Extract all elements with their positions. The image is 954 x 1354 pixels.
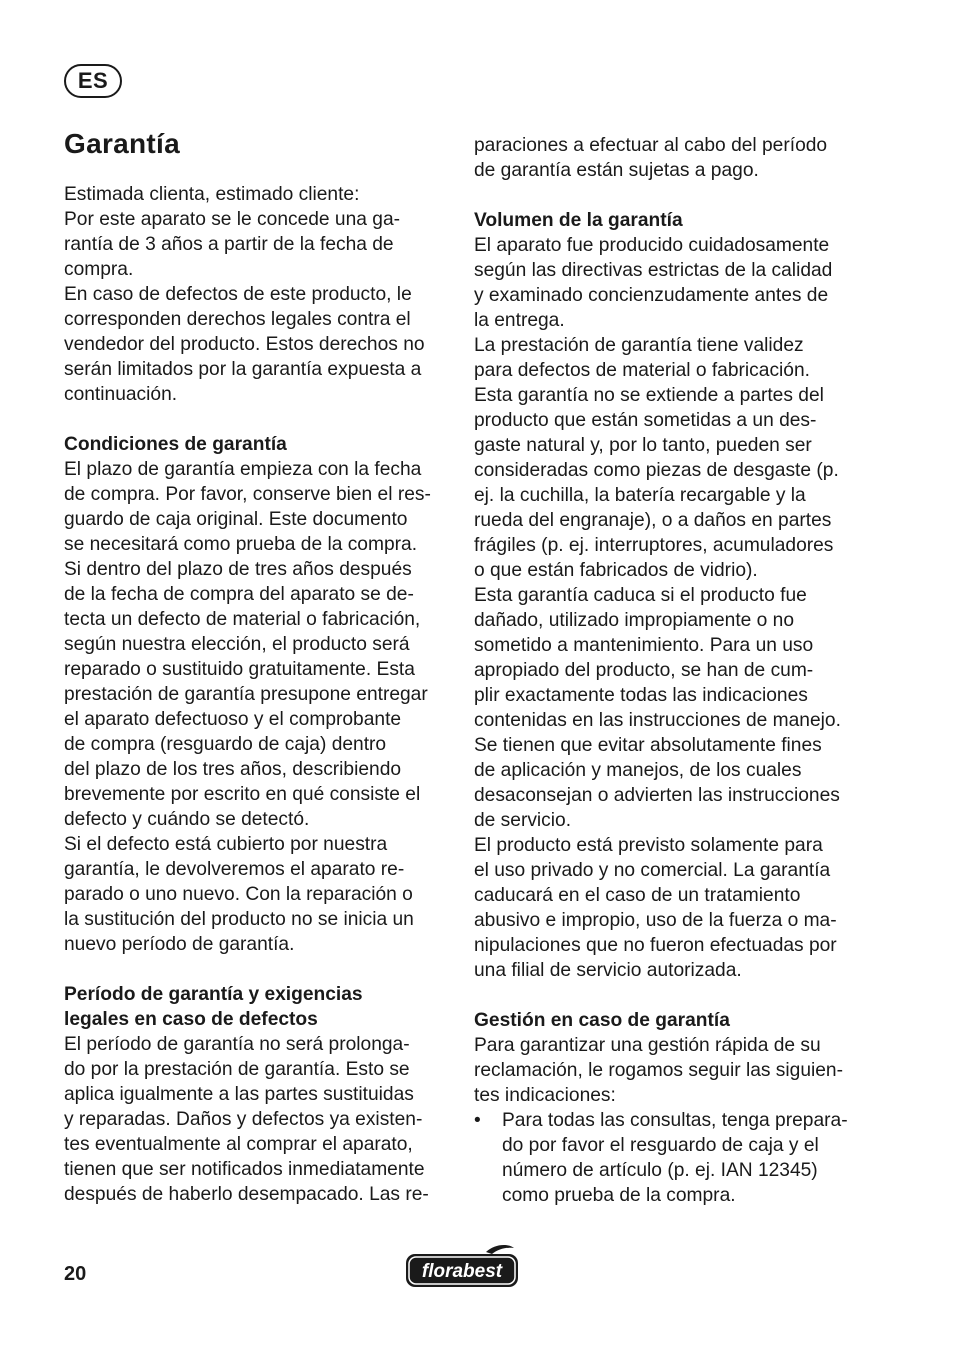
section-heading-period: Período de garantía y exigencias — [64, 984, 363, 1005]
section-heading-handling: Gestión en caso de garantía — [474, 1010, 730, 1031]
section-heading-period-2: legales en caso de defectos — [64, 1009, 318, 1030]
text-line: tes indicaciones: — [474, 1085, 616, 1106]
text-line: de servicio. — [474, 810, 572, 831]
text-line: como prueba de la compra. — [502, 1185, 736, 1206]
text-line: frágiles (p. ej. interruptores, acumuladores — [474, 535, 834, 556]
conditions-section — [64, 432, 456, 957]
text-line: aplica igualmente a las partes sustituidas — [64, 1084, 414, 1105]
handling-section — [474, 1008, 866, 1208]
text-line: y examinado concienzudamente antes de — [474, 285, 829, 306]
text-line: do por la prestación de garantía. Esto se — [64, 1059, 410, 1080]
text-line: tienen que ser notificados inmediatamente — [64, 1159, 425, 1180]
text-line: rueda del engranaje), o a daños en partes — [474, 510, 832, 531]
text-line: rantía de 3 años a partir de la fecha de — [64, 234, 394, 255]
scope-section — [474, 208, 866, 983]
text-line: Para todas las consultas, tenga prepara- — [502, 1110, 848, 1131]
period-section — [64, 982, 456, 1207]
text-line: Esta garantía no se extiende a partes del — [474, 385, 824, 406]
text-line: la sustitución del producto no se inicia un — [64, 909, 414, 930]
text-line: ej. la cuchilla, la batería recargable y la — [474, 485, 806, 506]
text-line: de compra (resguardo de caja) dentro — [64, 734, 387, 755]
text-line: la entrega. — [474, 310, 565, 331]
text-line: se necesitará como prueba de la compra. — [64, 534, 418, 555]
text-line: Estimada clienta, estimado cliente: — [64, 184, 360, 205]
text-line: El período de garantía no será prolonga- — [64, 1034, 410, 1055]
text-line: vendedor del producto. Estos derechos no — [64, 334, 425, 355]
text-line: una filial de servicio autorizada. — [474, 960, 742, 981]
text-line: do por favor el resguardo de caja y el — [502, 1135, 819, 1156]
text-line: nuevo período de garantía. — [64, 934, 295, 955]
section-heading-conditions: Condiciones de garantía — [64, 434, 287, 455]
text-line: el aparato defectuoso y el comprobante — [64, 709, 402, 730]
text-line: dañado, utilizado impropiamente o no — [474, 610, 795, 631]
continued-section — [474, 133, 866, 183]
text-line: brevemente por escrito en qué consiste el — [64, 784, 421, 805]
text-line: La prestación de garantía tiene validez — [474, 335, 804, 356]
text-line: guardo de caja original. Este documento — [64, 509, 408, 530]
text-line: Por este aparato se le concede una ga- — [64, 209, 401, 230]
text-line: El aparato fue producido cuidadosamente — [474, 235, 830, 256]
text-line: de compra. Por favor, conserve bien el res- — [64, 484, 431, 505]
section-heading-scope: Volumen de la garantía — [474, 210, 683, 231]
page-title: Garantía — [64, 128, 180, 159]
text-line: continuación. — [64, 384, 178, 405]
text-line: garantía, le devolveremos el aparato re- — [64, 859, 405, 880]
text-line: Si dentro del plazo de tres años después — [64, 559, 412, 580]
text-line: sometido a mantenimiento. Para un uso — [474, 635, 814, 656]
text-line: o que están fabricados de vidrio). — [474, 560, 758, 581]
text-line: tes eventualmente al comprar el aparato, — [64, 1134, 413, 1155]
text-line: contenidas en las instrucciones de manejo. — [474, 710, 841, 731]
text-line: Se tienen que evitar absolutamente fines — [474, 735, 822, 756]
text-line: tecta un defecto de material o fabricación, — [64, 609, 421, 630]
text-line: compra. — [64, 259, 134, 280]
text-line: nipulaciones que no fueron efectuadas por — [474, 935, 837, 956]
intro-section — [64, 182, 456, 407]
text-line: producto que están sometidas a un des- — [474, 410, 817, 431]
text-line: El producto está previsto solamente para — [474, 835, 823, 856]
text-line: apropiado del producto, se han de cum- — [474, 660, 814, 681]
text-line: de garantía están sujetas a pago. — [474, 160, 759, 181]
text-line: caducará en el caso de un tratamiento — [474, 885, 801, 906]
bullet-icon: • — [474, 1110, 481, 1131]
right-column — [474, 133, 866, 1208]
text-line: defecto y cuándo se detectó. — [64, 809, 310, 830]
florabest-logo — [404, 1244, 520, 1290]
text-line: según nuestra elección, el producto será — [64, 634, 410, 655]
text-line: según las directivas estrictas de la calidad — [474, 260, 833, 281]
logo-text: florabest — [421, 1261, 503, 1282]
text-line: Esta garantía caduca si el producto fue — [474, 585, 807, 606]
text-line: del plazo de los tres años, describiendo — [64, 759, 402, 780]
page-number: 20 — [64, 1263, 87, 1285]
text-line: reclamación, le rogamos seguir las siguien- — [474, 1060, 843, 1081]
text-line: y reparadas. Daños y defectos ya existen- — [64, 1109, 423, 1130]
text-line: después de haberlo desempacado. Las re- — [64, 1184, 429, 1205]
text-line: desaconsejan o advierten las instrucciones — [474, 785, 840, 806]
text-line: de la fecha de compra del aparato se de- — [64, 584, 414, 605]
text-line: Si el defecto está cubierto por nuestra — [64, 834, 388, 855]
text-line: reparado o sustituido gratuitamente. Esta — [64, 659, 415, 680]
text-line: Para garantizar una gestión rápida de su — [474, 1035, 821, 1056]
text-line: prestación de garantía presupone entregar — [64, 684, 428, 705]
text-line: paraciones a efectuar al cabo del período — [474, 135, 828, 156]
language-badge: ES — [64, 64, 122, 98]
text-line: el uso privado y no comercial. La garantía — [474, 860, 831, 881]
text-line: consideradas como piezas de desgaste (p. — [474, 460, 839, 481]
bullet-text — [502, 1108, 866, 1208]
text-line: abusivo e impropio, uso de la fuerza o ma- — [474, 910, 837, 931]
text-line: En caso de defectos de este producto, le — [64, 284, 412, 305]
text-line: para defectos de material o fabricación. — [474, 360, 810, 381]
text-line: corresponden derechos legales contra el — [64, 309, 411, 330]
text-line: plir exactamente todas las indicaciones — [474, 685, 808, 706]
text-line: serán limitados por la garantía expuesta a — [64, 359, 422, 380]
text-line: número de artículo (p. ej. IAN 12345) — [502, 1160, 818, 1181]
bullet-item — [474, 1108, 866, 1208]
left-column — [64, 182, 456, 1207]
text-line: El plazo de garantía empieza con la fecha — [64, 459, 422, 480]
text-line: de aplicación y manejos, de los cuales — [474, 760, 802, 781]
text-line: gaste natural y, por lo tanto, pueden ser — [474, 435, 812, 456]
text-line: parado o uno nuevo. Con la reparación o — [64, 884, 413, 905]
